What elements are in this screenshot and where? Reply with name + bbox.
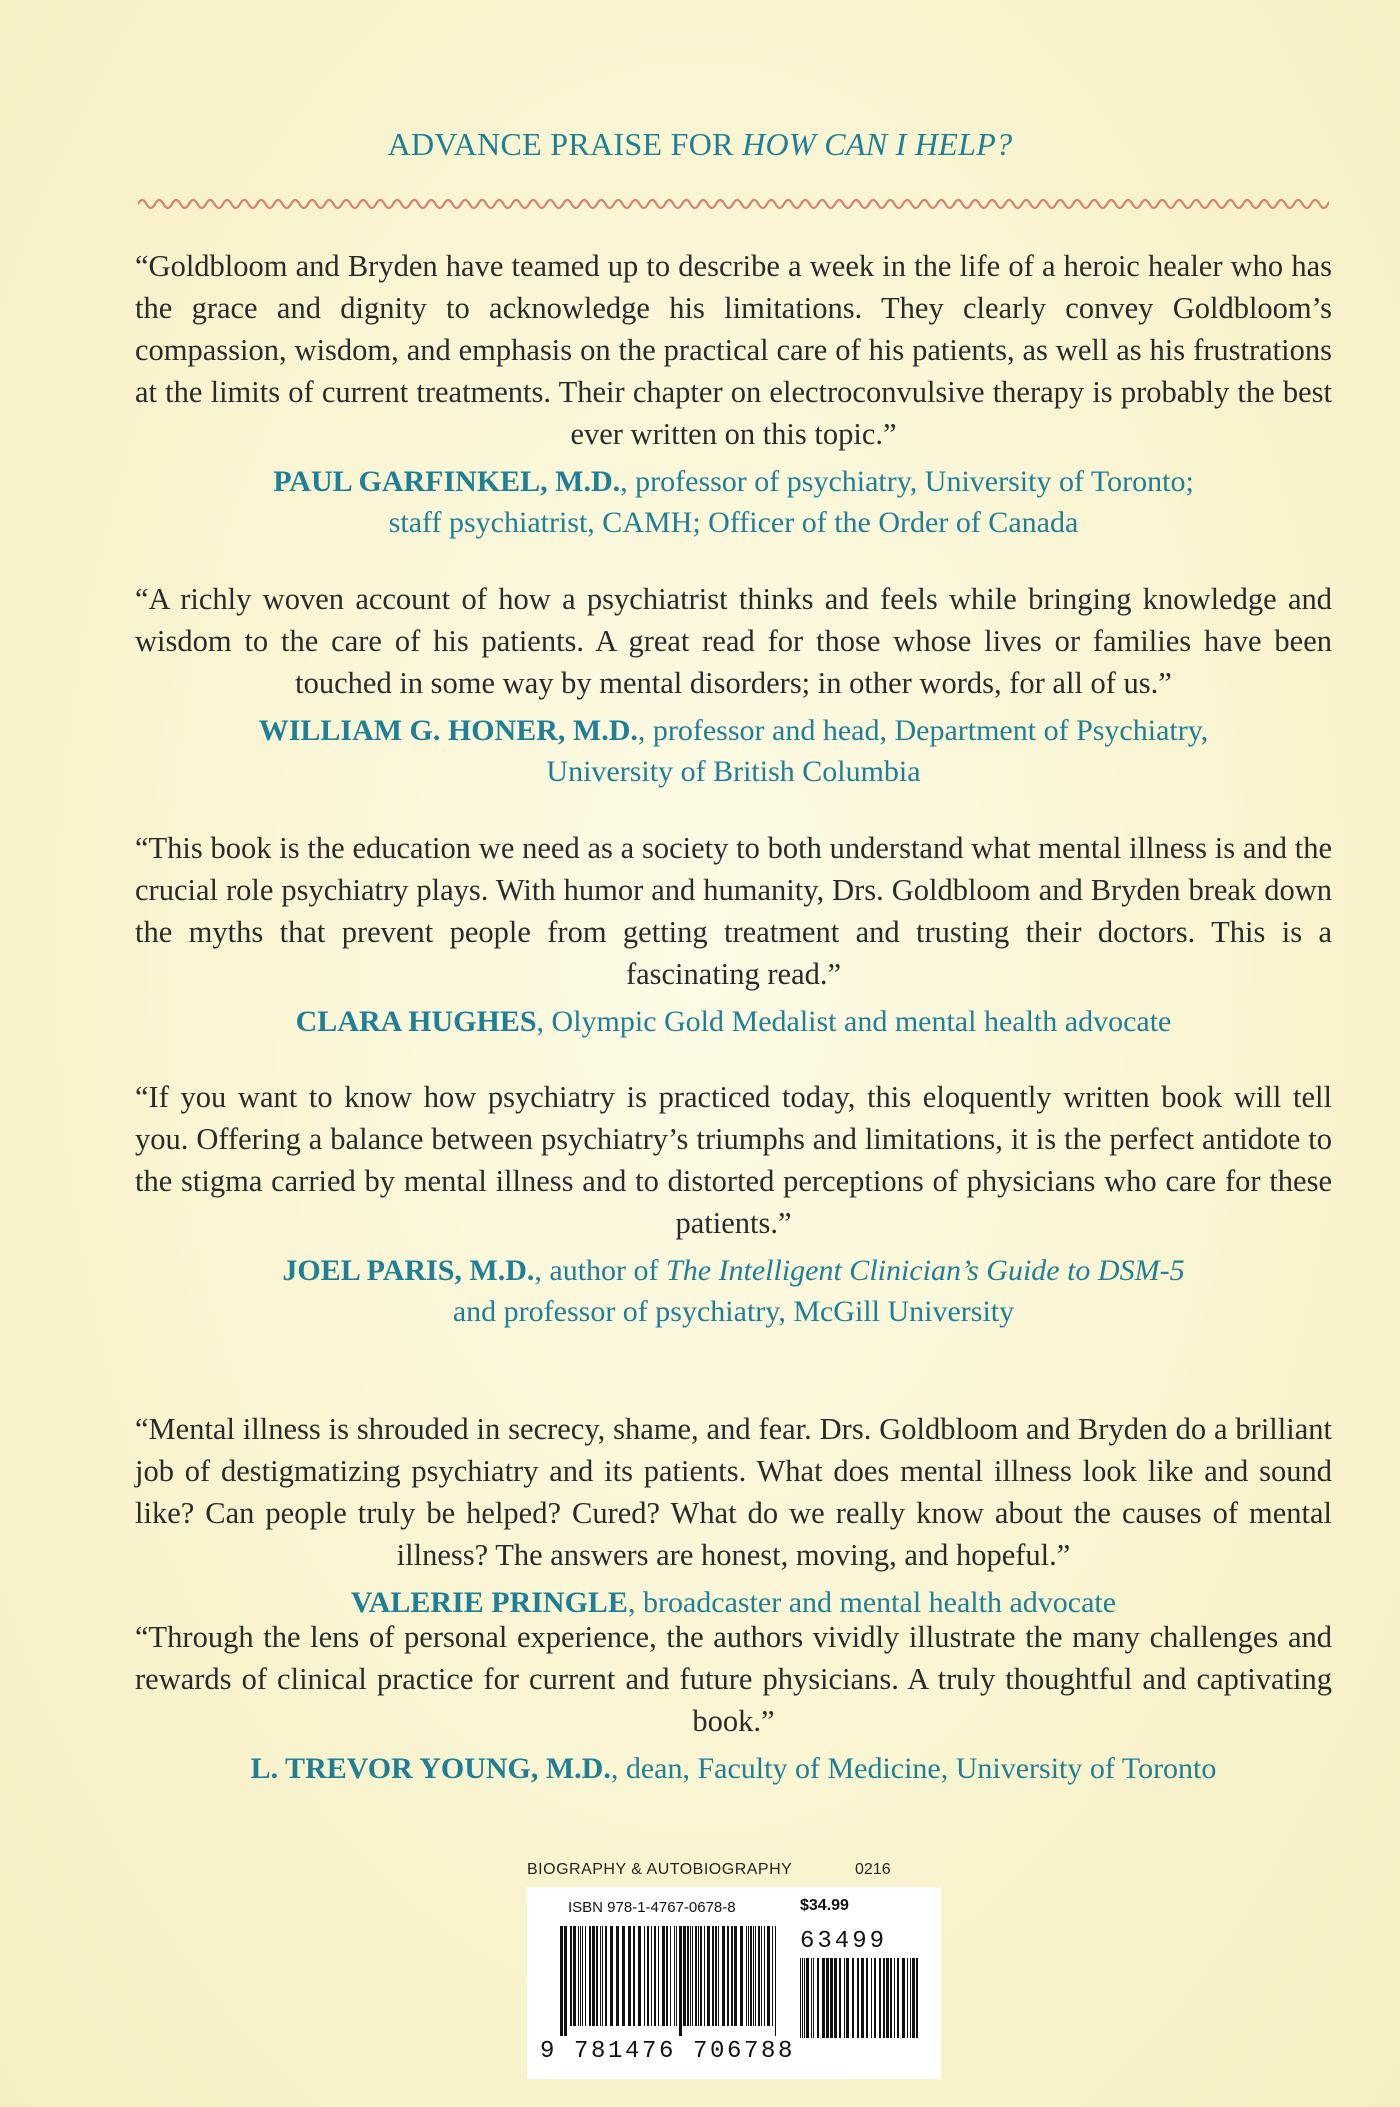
barcode-bar	[839, 1958, 841, 2038]
endorser-name: PAUL GARFINKEL, M.D.	[273, 465, 621, 498]
barcode-bar	[715, 1926, 717, 2026]
barcode-bar	[690, 1926, 691, 2026]
price-addon-digits: 63499	[800, 1928, 888, 1955]
barcode-bar	[772, 1926, 773, 2026]
barcode-bar	[585, 1926, 586, 2026]
praise-heading-prefix: ADVANCE PRAISE FOR	[387, 126, 734, 162]
barcode-bar	[857, 1958, 859, 2038]
barcode-bar	[883, 1958, 885, 2038]
isbn-barcode	[560, 1926, 780, 2036]
barcode-bar	[580, 1926, 581, 2026]
barcode-bar	[662, 1926, 665, 2026]
barcode-bar	[800, 1958, 801, 2038]
barcode-bar	[912, 1958, 915, 2038]
barcode-bar	[596, 1926, 598, 2026]
barcode-bar	[573, 1926, 576, 2026]
barcode-bar	[753, 1926, 754, 2026]
price-addon-barcode	[800, 1958, 922, 2038]
praise-block	[135, 827, 1332, 1042]
barcode-bar	[830, 1958, 833, 2038]
endorser-name: JOEL PARIS, M.D.	[282, 1254, 535, 1287]
barcode-bar	[600, 1926, 601, 2026]
barcode-bar	[852, 1958, 854, 2038]
endorser-title: , Olympic Gold Medalist and mental health advocate	[536, 1005, 1172, 1038]
category-code: 0216	[855, 1861, 891, 1878]
barcode-bar	[647, 1926, 649, 2026]
barcode-bar	[826, 1958, 829, 2038]
endorser-name: L. TREVOR YOUNG, M.D.	[250, 1752, 611, 1785]
barcode-bar	[718, 1926, 719, 2026]
barcode-bar	[748, 1926, 749, 2026]
praise-block	[135, 1076, 1332, 1332]
barcode-bar	[564, 1926, 567, 2036]
barcode-bar	[674, 1926, 675, 2026]
endorser-title: , dean, Faculty of Medicine, University of Toronto	[610, 1752, 1217, 1785]
endorser-book-title: The Intelligent Clinician’s Guide to DSM-5	[666, 1254, 1185, 1287]
barcode-bar	[722, 1926, 725, 2026]
barcode-bar	[804, 1958, 805, 2038]
barcode-bar	[633, 1926, 635, 2026]
praise-quote: “Through the lens of personal experience, the authors vividly illustrate the many challenges and rewards of clinical practice for current and future physicians. A truly thoughtful and captivating book.”	[135, 1620, 1332, 1738]
barcode-bar	[813, 1958, 814, 2038]
barcode-bar	[687, 1926, 689, 2026]
price-label: $34.99	[800, 1897, 849, 1914]
ean-digits: 9 781476 706788	[540, 2038, 796, 2065]
praise-quote: “A richly woven account of how a psychiatrist thinks and feels while bringing knowledge and wisdom to the care of his patients. A great read for those whose lives or families have been touched in some way by mental disorders; in other words, for all of us.”	[135, 582, 1332, 700]
barcode-bar	[916, 1958, 918, 2038]
barcode-bar	[676, 1926, 677, 2026]
barcode-bar	[811, 1958, 812, 2038]
barcode-bar	[670, 1926, 671, 2026]
barcode-bar	[704, 1926, 705, 2026]
barcode-bar	[844, 1958, 845, 2038]
barcode-bar	[740, 1926, 743, 2026]
barcode-bar	[679, 1926, 682, 2036]
barcode-bar	[890, 1958, 892, 2038]
barcode-bar	[698, 1926, 699, 2026]
praise-attribution	[135, 1001, 1332, 1042]
barcode-bar	[692, 1926, 693, 2026]
barcode-bar	[707, 1926, 710, 2026]
barcode-bar	[658, 1926, 659, 2026]
endorser-title-continued: staff psychiatrist, CAMH; Officer of the Order of Canada	[388, 506, 1079, 539]
isbn-number: ISBN 978-1-4767-0678-8	[568, 1899, 736, 1916]
barcode-bar	[907, 1958, 908, 2038]
barcode-bar	[822, 1958, 825, 2038]
barcode-bar	[644, 1926, 645, 2026]
endorser-name: VALERIE PRINGLE	[350, 1586, 628, 1619]
praise-heading-title: HOW CAN I HELP?	[742, 126, 1013, 162]
praise-attribution	[135, 710, 1332, 792]
barcode-bar	[560, 1926, 563, 2036]
barcode-bar	[910, 1958, 911, 2038]
barcode-bar	[817, 1958, 819, 2038]
barcode-bar	[758, 1926, 760, 2026]
praise-block	[135, 578, 1332, 792]
praise-quote: “Mental illness is shrouded in secrecy, shame, and fear. Drs. Goldbloom and Bryden do a brilliant job of destigmatizing psychiatry and its patients. What does mental illness look like and sound like? Can people truly be helped? Cured? What do we really know about the causes of mental illness? The answers are honest, moving, and hopeful.”	[135, 1412, 1332, 1572]
barcode-bar	[871, 1958, 872, 2038]
praise-attribution	[135, 461, 1332, 543]
barcode-bar	[582, 1926, 583, 2026]
praise-quote: “This book is the education we need as a society to both understand what mental illness is and the crucial role psychiatry plays. With humor and humanity, Drs. Goldbloom and Bryden break down the myths that prevent people from getting treatment and trusting their doctors. This is a fascinating read.”	[135, 831, 1332, 991]
praise-block	[135, 245, 1332, 543]
barcode-bar	[610, 1926, 613, 2026]
barcode-bar	[886, 1958, 889, 2038]
endorser-title-continued: University of British Columbia	[546, 755, 921, 788]
barcode-bar	[605, 1926, 607, 2026]
barcode-bar	[802, 1958, 803, 2038]
barcode-bar	[734, 1926, 737, 2026]
decorative-wave-divider	[138, 193, 1329, 215]
praise-block	[135, 1408, 1332, 1623]
barcode-bar	[750, 1926, 752, 2026]
barcode-bar	[879, 1958, 881, 2038]
barcode-bar	[622, 1926, 625, 2026]
barcode-bar	[651, 1926, 652, 2026]
praise-block	[135, 1616, 1332, 1789]
barcode-bar	[764, 1926, 765, 2026]
barcode-bar	[731, 1926, 733, 2026]
barcode-bar	[775, 1926, 776, 2036]
endorser-name: WILLIAM G. HONER, M.D.	[258, 714, 638, 747]
barcode-bar	[602, 1926, 603, 2026]
barcode-bar	[755, 1926, 756, 2026]
endorser-title: , broadcaster and mental health advocate	[627, 1586, 1117, 1619]
barcode-bar	[700, 1926, 702, 2026]
barcode-bar	[628, 1926, 631, 2026]
barcode-bar	[861, 1958, 864, 2038]
barcode-bar	[894, 1958, 895, 2038]
endorser-title: , author of	[534, 1254, 667, 1287]
praise-attribution	[135, 1748, 1332, 1789]
barcode-bar	[654, 1926, 656, 2026]
barcode-bar	[874, 1958, 876, 2038]
praise-heading	[0, 126, 1400, 163]
barcode-bar	[589, 1926, 591, 2026]
barcode-bar	[578, 1926, 579, 2026]
praise-attribution	[135, 1250, 1332, 1332]
barcode-bar	[897, 1958, 899, 2038]
barcode-bar	[712, 1926, 714, 2026]
barcode-bar	[866, 1958, 868, 2038]
barcode-bar	[592, 1926, 595, 2026]
barcode-bar	[846, 1958, 849, 2038]
barcode-bar	[806, 1958, 809, 2038]
endorser-title: , professor of psychiatry, University of Toronto;	[620, 465, 1194, 498]
praise-quote: “If you want to know how psychiatry is practiced today, this eloquently written book will tell you. Offering a balance between psychiatry’s triumphs and limitations, it is the perfect antidote to the stigma carried by mental illness and to distorted perceptions of physicians who care for these patients.”	[135, 1080, 1332, 1240]
endorser-title-continued: and professor of psychiatry, McGill University	[452, 1295, 1015, 1328]
barcode-bar	[727, 1926, 729, 2026]
endorser-name: CLARA HUGHES	[295, 1005, 537, 1038]
barcode-bar	[834, 1958, 837, 2038]
barcode-bar	[767, 1926, 770, 2026]
barcode-bar	[761, 1926, 762, 2026]
barcode-bar	[570, 1926, 572, 2026]
barcode-bar	[616, 1926, 619, 2026]
endorser-title: , professor and head, Department of Psychiatry,	[637, 714, 1209, 747]
barcode-bar	[638, 1926, 641, 2026]
barcode-bar	[695, 1926, 697, 2026]
barcode-bar	[666, 1926, 668, 2026]
barcode-bar	[746, 1926, 747, 2026]
barcode-bar	[683, 1926, 686, 2026]
bisac-category: BIOGRAPHY & AUTOBIOGRAPHY	[527, 1861, 793, 1878]
praise-quote: “Goldbloom and Bryden have teamed up to describe a week in the life of a heroic healer who has the grace and dignity to acknowledge his limitations. They clearly convey Goldbloom’s compassion, wisdom, and emphasis on the practical care of his patients, as well as his frustrations at the limits of current treatments. Their chapter on electroconvulsive therapy is probably the best ever written on this topic.”	[135, 249, 1332, 451]
barcode-bar	[902, 1958, 905, 2038]
